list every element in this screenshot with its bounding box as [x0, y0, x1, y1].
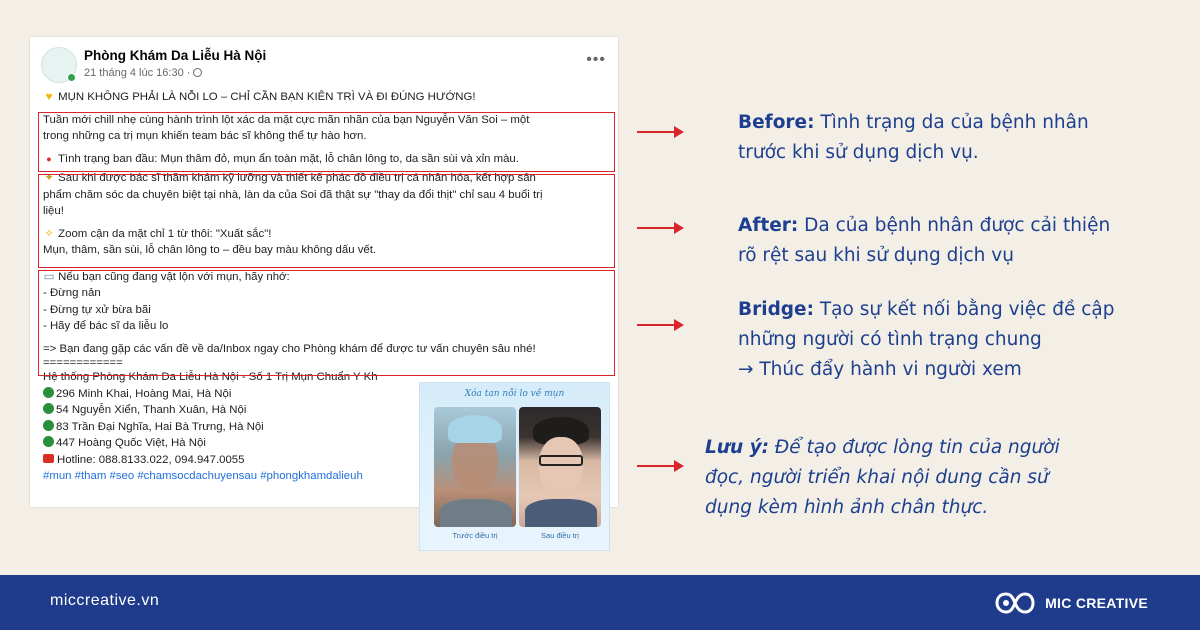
bridge-highlight-box: [38, 270, 615, 376]
website-link[interactable]: miccreative.vn: [50, 592, 160, 609]
arrow-right-icon: [637, 125, 684, 139]
medal-icon: ✦: [44, 172, 54, 184]
yellow-heart-icon: ♥: [45, 91, 53, 103]
after-highlight-box: [38, 174, 615, 268]
system-title-line: Hệ thống Phòng Khám Da Liễu Hà Nội - Số 1 Trị Mụn Chuẩn Y Kh: [43, 371, 378, 383]
pushpin-icon: ●: [46, 153, 52, 164]
address-line: 54 Nguyễn Xiển, Thanh Xuân, Hà Nội: [43, 402, 613, 419]
globe-icon: [43, 436, 54, 447]
after-caption: Sau điều trị: [541, 531, 579, 540]
post-line: phẩm chăm sóc da chuyên biệt tại nhà, làn da của Soi đã thật sự "thay da đổi thịt" chỉ sau 4 buổi trị: [43, 188, 543, 201]
hotline-line: Hotline: 088.8133.022, 094.947.0055: [43, 452, 613, 469]
after-photo: [519, 407, 601, 527]
bridge-note: Bridge: Tạo sự kết nối bằng việc đề cập những người có tình trạng chung → Thúc đẩy hành vi người xem: [738, 299, 1115, 380]
post-line: ▭ Nếu bạn cũng đang vật lộn với mụn, hãy nhớ:: [43, 269, 613, 286]
separator-line: ============: [43, 357, 123, 369]
arrow-right-icon: [637, 221, 684, 235]
hashtags[interactable]: #mun #tham #seo #chamsocdachuyensau #phongkhamdalieuh: [43, 470, 363, 482]
post-line: Tuần mới chill nhẹ cùng hành trình lột xác da mặt cực mãn nhãn của bạn Nguyễn Văn Soi – một: [43, 113, 530, 126]
globe-icon: [193, 68, 202, 77]
brand-name: MIC CREATIVE: [1045, 595, 1148, 611]
more-options-icon[interactable]: •••: [586, 51, 606, 68]
post-line: - Hãy để bác sĩ da liễu lo: [43, 320, 169, 332]
footer-bar: [0, 575, 1200, 630]
address-line: 296 Minh Khai, Hoàng Mai, Hà Nội: [43, 386, 613, 403]
tip-note: Lưu ý: Để tạo được lòng tin của người đọc, người triển khai nội dung cần sử dụng kèm hình ảnh chân thực.: [705, 437, 1060, 518]
telephone-icon: [43, 454, 54, 463]
calendar-icon: ▭: [43, 270, 55, 283]
post-line: ✧ Zoom cận da mặt chỉ 1 từ thôi: "Xuất sắc"!: [43, 226, 613, 243]
online-status-icon: [67, 73, 76, 82]
post-line: - Đừng tự xử bừa bãi: [43, 303, 151, 316]
image-title: Xóa tan nỗi lo về mụn: [464, 389, 565, 399]
globe-icon: [43, 387, 54, 398]
page-name[interactable]: Phòng Khám Da Liễu Hà Nội: [84, 48, 267, 63]
sparkles-icon: ✧: [44, 227, 54, 240]
post-line: trong những ca trị mụn khiến team bác sĩ không thể tự hào hơn.: [43, 130, 367, 142]
address-line: 83 Trần Đại Nghĩa, Hai Bà Trưng, Hà Nội: [43, 419, 613, 436]
globe-icon: [43, 420, 54, 431]
infinity-logo-icon: [995, 590, 1035, 616]
post-line: ● Tình trạng ban đầu: Mụn thâm đỏ, mụn ẩn toàn mặt, lỗ chân lông to, da sần sùi và xỉn màu.: [43, 151, 613, 168]
globe-icon: [43, 403, 54, 414]
page-avatar[interactable]: [41, 47, 77, 83]
before-highlight-box: [38, 112, 615, 172]
before-photo: [434, 407, 516, 527]
post-header: [30, 37, 618, 87]
before-note: Before: Tình trạng da của bệnh nhân trước khi sử dụng dịch vụ.: [738, 112, 1089, 163]
address-line: 447 Hoàng Quốc Việt, Hà Nội: [43, 435, 613, 452]
arrow-right-icon: [637, 318, 684, 332]
post-line: ✦ Sau khi được bác sĩ thăm khám kỹ lưỡng và thiết kế phác đồ điều trị cá nhân hóa, kết hợp sản: [43, 170, 613, 187]
post-line: Mụn, thâm, sần sùi, lỗ chân lông to – đều bay màu không dấu vết.: [43, 244, 377, 256]
post-line: liệu!: [43, 205, 64, 217]
arrow-right-icon: [637, 459, 684, 473]
after-note: After: Da của bệnh nhân được cải thiện rõ rệt sau khi sử dụng dịch vụ: [738, 215, 1111, 266]
post-line: - Đừng nản: [43, 287, 101, 299]
post-line: => Bạn đang gặp các vấn đề về da/Inbox ngay cho Phòng khám để được tư vấn chuyên sâu nhé!: [43, 342, 536, 355]
before-after-image: [419, 382, 610, 551]
brand-logo: [995, 588, 1148, 618]
headline-line: ♥ MỤN KHÔNG PHẢI LÀ NỖI LO – CHỈ CẦN BẠN KIÊN TRÌ VÀ ĐI ĐÚNG HƯỚNG!: [43, 89, 613, 106]
before-caption: Trước điều trị: [452, 531, 498, 540]
post-timestamp[interactable]: 21 tháng 4 lúc 16:30 ·: [84, 67, 202, 79]
